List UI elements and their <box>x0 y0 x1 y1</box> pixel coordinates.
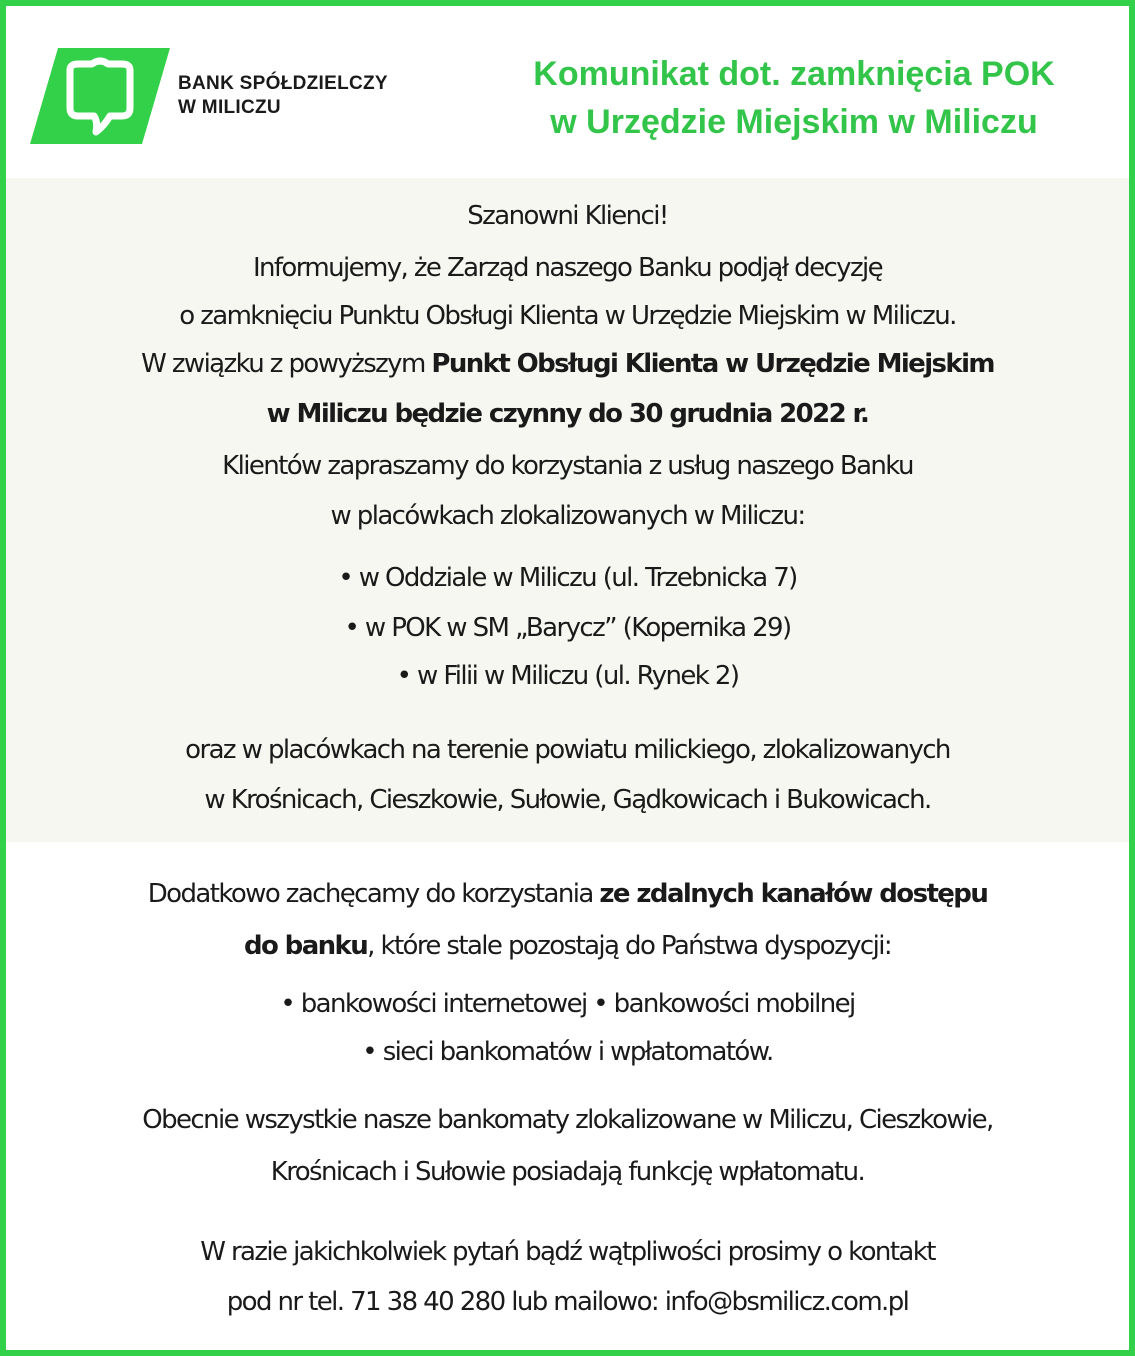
contact-line1: W razie jakichkolwiek pytań bądź wątpliwości prosimy o kontakt <box>200 1237 935 1267</box>
greeting: Szanowni Klienci! <box>467 201 668 231</box>
branch-item: • w Filii w Miliczu (ul. Rynek 2) <box>396 661 739 691</box>
remote-line1-bold: ze zdalnych kanałów dostępu <box>599 879 988 909</box>
branch-item: • w POK w SM „Barycz” (Kopernika 29) <box>344 613 791 643</box>
bank-name <box>178 72 388 120</box>
header <box>6 6 1129 178</box>
bank-logo-icon <box>30 48 170 144</box>
remote-line2-normal: , które stale pozostają do Państwa dyspozycji: <box>367 931 892 961</box>
remote-line2 <box>6 920 1129 972</box>
page-title-line1: Komunikat dot. zamknięcia POK <box>533 55 1055 93</box>
county-line1: oraz w placówkach na terenie powiatu milickiego, zlokalizowanych <box>185 735 950 765</box>
closure-notice <box>6 178 1129 842</box>
bank-name-line2: W MILICZU <box>178 97 281 118</box>
notice-line6: w placówkach zlokalizowanych w Miliczu: <box>330 501 805 531</box>
notice-line3-bold: Punkt Obsługi Klienta w Urzędzie Miejskim <box>431 349 994 379</box>
closing-date: w Miliczu będzie czynny do 30 grudnia 2022 r. <box>266 399 869 429</box>
page-title-line2: w Urzędzie Miejskim w Miliczu <box>550 103 1038 141</box>
remote-line2-bold: do banku <box>243 931 368 961</box>
branch-item: • w Oddziale w Miliczu (ul. Trzebnicka 7) <box>338 563 797 593</box>
channels-line1: • bankowości internetowej • bankowości mobilnej <box>280 989 855 1019</box>
notice-line2: o zamknięciu Punktu Obsługi Klienta w Urzędzie Miejskim w Miliczu. <box>179 301 956 331</box>
channels-line2: • sieci bankomatów i wpłatomatów. <box>362 1037 773 1067</box>
remote-line1 <box>6 868 1129 920</box>
bank-name-line1: BANK SPÓŁDZIELCZY <box>178 73 388 94</box>
atm-line2: Krośnicach i Sułowie posiadają funkcję wpłatomatu. <box>270 1157 865 1187</box>
remote-line1-normal: Dodatkowo zachęcamy do korzystania <box>147 879 600 909</box>
remote-channels-section <box>6 842 1129 1350</box>
county-line2: w Krośnicach, Cieszkowie, Sułowie, Gądkowicach i Bukowicach. <box>204 785 931 815</box>
notice-line3-normal: W związku z powyższym <box>141 349 432 379</box>
notice-line5: Klientów zapraszamy do korzystania z usług naszego Banku <box>222 451 913 481</box>
atm-line1: Obecnie wszystkie nasze bankomaty zlokalizowane w Miliczu, Cieszkowie, <box>142 1105 993 1135</box>
notice-line3 <box>6 338 1129 390</box>
notice-line1: Informujemy, że Zarząd naszego Banku podjął decyzję <box>252 253 883 283</box>
contact-line2: pod nr tel. 71 38 40 280 lub mailowo: info@bsmilicz.com.pl <box>226 1287 909 1317</box>
page-title <box>474 50 1114 146</box>
